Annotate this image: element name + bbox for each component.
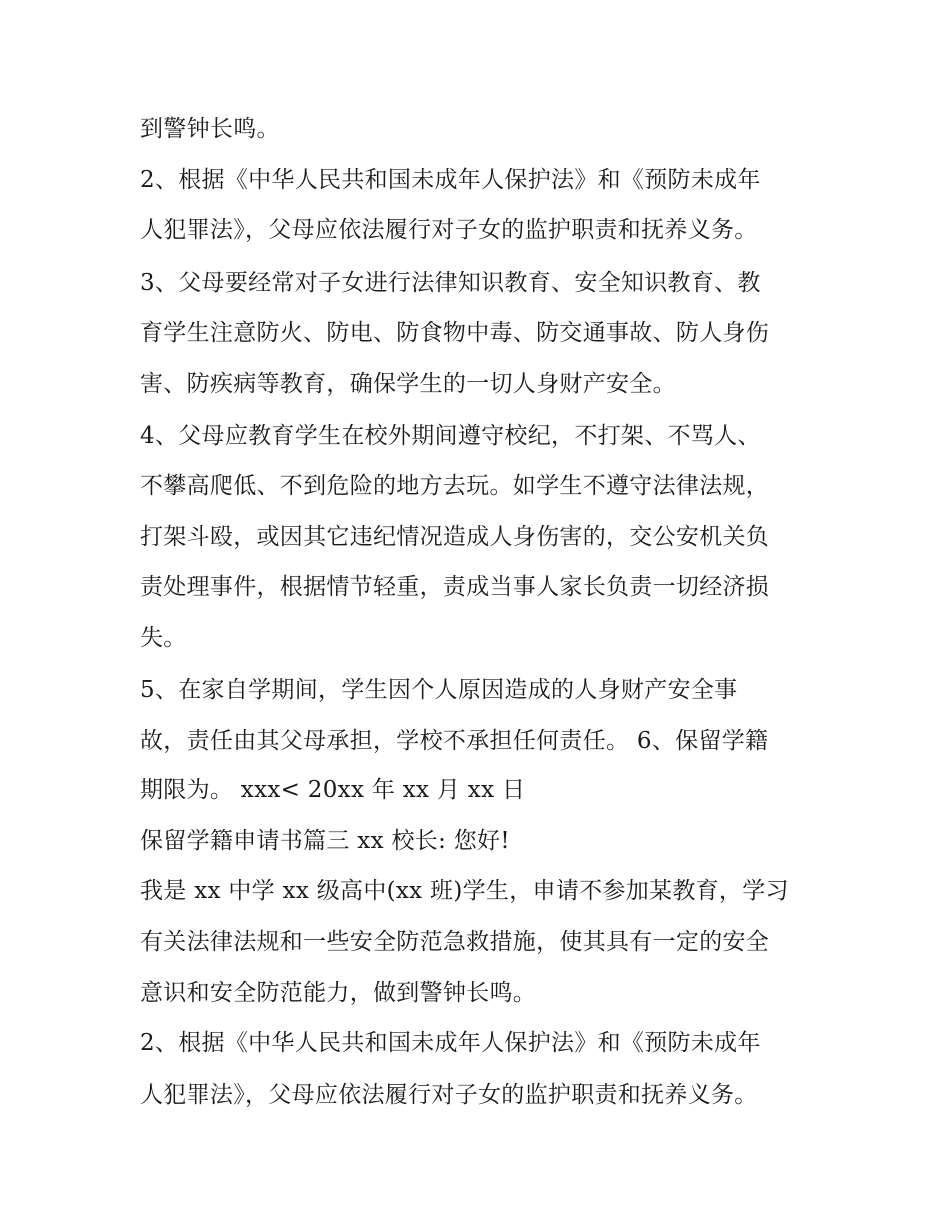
text-line: 到警钟长鸣。 [140, 116, 280, 142]
text-line: 失。 [140, 625, 187, 651]
text-line: 保留学籍申请书篇三 xx 校长: 您好! [140, 828, 510, 854]
text-line: 不攀高爬低、不到危险的地方去玩。如学生不遵守法律法规， [140, 473, 770, 499]
text-line: 育学生注意防火、防电、防食物中毒、防交通事故、防人身伤 [140, 320, 770, 346]
text-line: 有关法律法规和一些安全防范急救措施，使其具有一定的安全 [140, 929, 770, 955]
text-line: 责处理事件，根据情节轻重，责成当事人家长负责一切经济损 [140, 574, 770, 600]
text-line: 3、父母要经常对子女进行法律知识教育、安全知识教育、教 [140, 270, 761, 296]
text-line: 4、父母应教育学生在校外期间遵守校纪，不打架、不骂人、 [140, 423, 761, 449]
text-line: 意识和安全防范能力，做到警钟长鸣。 [140, 980, 537, 1006]
text-line: 人犯罪法》，父母应依法履行对子女的监护职责和抚养义务。 [140, 1082, 758, 1108]
text-line: 害、防疾病等教育，确保学生的一切人身财产安全。 [140, 371, 676, 397]
text-line: 打架斗殴，或因其它违纪情况造成人身伤害的，交公安机关负 [140, 524, 770, 550]
text-line: 期限为。 xxx< 20xx 年 xx 月 xx 日 [140, 777, 526, 803]
text-line: 故，责任由其父母承担，学校不承担任何责任。 6、保留学籍 [140, 728, 769, 754]
text-line: 2、根据《中华人民共和国未成年人保护法》和《预防未成年 [140, 1030, 761, 1056]
text-line: 2、根据《中华人民共和国未成年人保护法》和《预防未成年 [140, 167, 761, 193]
text-line: 5、在家自学期间，学生因个人原因造成的人身财产安全事 [140, 677, 738, 703]
text-line: 人犯罪法》，父母应依法履行对子女的监护职责和抚养义务。 [140, 217, 758, 243]
text-line: 我是 xx 中学 xx 级高中(xx 班)学生，申请不参加某教育，学习 [140, 878, 789, 904]
